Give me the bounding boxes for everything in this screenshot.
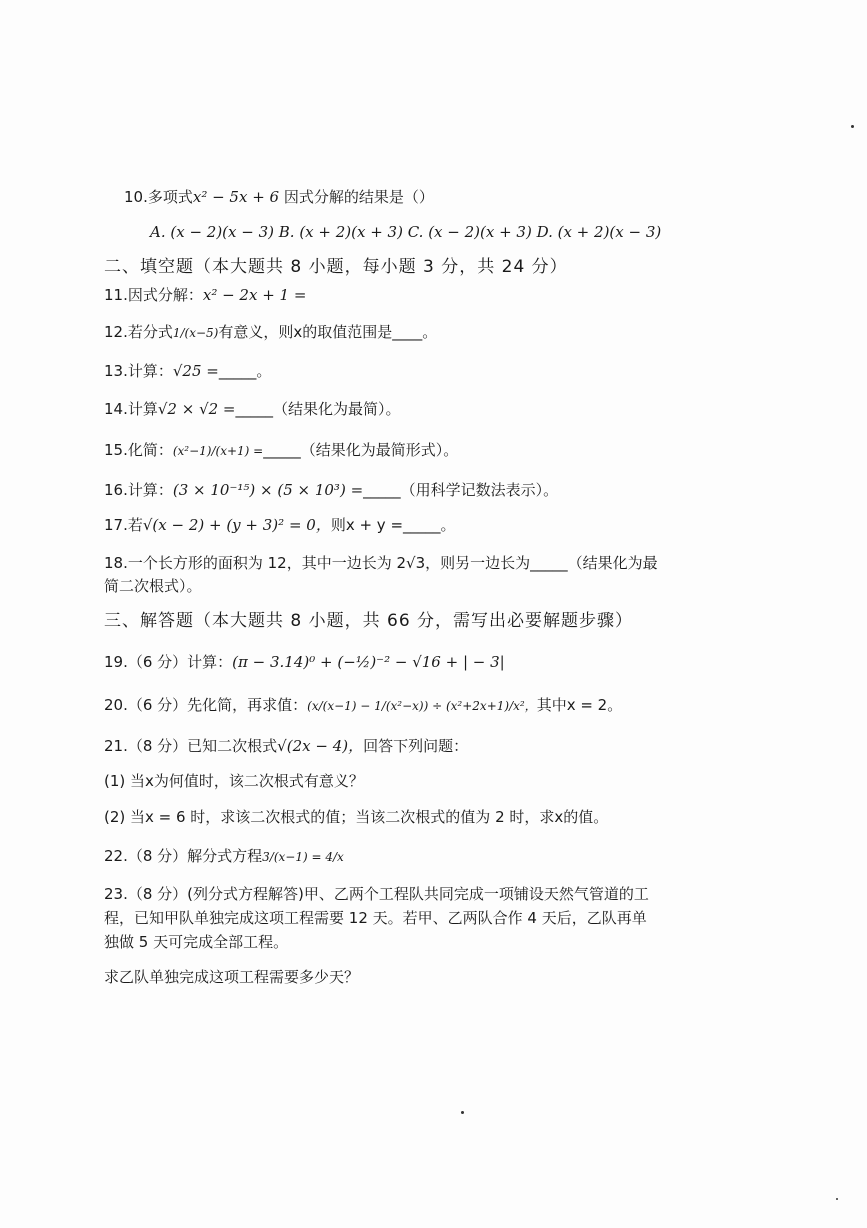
question-17-stem: 17.若 — [104, 516, 143, 534]
question-23-line-1: 23.（8 分）(列分式方程解答)甲、乙两个工程队共同完成一项铺设天然气管道的工 — [104, 885, 649, 903]
question-11-stem: 11.因式分解： — [104, 286, 203, 304]
question-23-line-3: 独做 5 天可完成全部工程。 — [104, 933, 289, 951]
question-22-stem: 22.（8 分）解分式方程 — [104, 847, 263, 865]
question-14 — [104, 398, 401, 420]
question-18-line-1: 18.一个长方形的面积为 12，其中一边长为 2√3，则另一边长为_____（结果化为最 — [104, 554, 658, 572]
question-20-stem: 20.（6 分）先化简，再求值： — [104, 696, 308, 714]
question-19 — [104, 651, 505, 673]
question-15-expression: (x²−1)/(x+1) = — [172, 444, 264, 458]
question-19-stem: 19.（6 分）计算： — [104, 653, 233, 671]
question-16-stem: 16.计算： — [104, 481, 173, 499]
question-10-tail: 因式分解的结果是（） — [283, 188, 434, 206]
question-13-tail: _____。 — [218, 362, 272, 380]
section-3-heading: 三、解答题（本大题共 8 小题，共 66 分，需写出必要解题步骤） — [104, 611, 634, 631]
question-10-stem: 10.多项式 — [124, 188, 193, 206]
question-15-tail: _____（结果化为最简形式）。 — [263, 441, 459, 459]
question-17-expression: √(x − 2) + (y + 3)² = 0， — [142, 516, 331, 534]
question-11-expression: x² − 2x + 1 = — [202, 286, 307, 304]
question-12 — [104, 321, 437, 344]
section-2-heading: 二、填空题（本大题共 8 小题，每小题 3 分，共 24 分） — [104, 257, 568, 277]
question-10-expression: x² − 5x + 6 — [192, 188, 280, 206]
question-14-stem: 14.计算 — [104, 400, 158, 418]
question-16-expression: (3 × 10⁻¹⁵) × (5 × 10³) = — [172, 481, 364, 499]
question-20 — [104, 694, 622, 717]
question-18-line-2: 简二次根式）。 — [104, 577, 202, 595]
question-21-expression: √(2x − 4)， — [277, 737, 364, 755]
question-15 — [104, 439, 458, 462]
question-21-part-2: (2) 当x = 6 时，求该二次根式的值；当该二次根式的值为 2 时，求x的值。 — [104, 808, 609, 826]
question-22-expression: 3/(x−1) = 4/x — [262, 850, 344, 864]
question-23-line-2: 程，已知甲队单独完成这项工程需要 12 天。若甲、乙两队合作 4 天后，乙队再单 — [104, 909, 647, 927]
question-17 — [104, 514, 456, 536]
question-17-tail: 则x + y =_____。 — [330, 516, 456, 534]
question-20-expression: (x/(x−1) − 1/(x²−x)) ÷ (x²+2x+1)/x²， — [307, 699, 537, 713]
question-14-tail: _____（结果化为最简）。 — [235, 400, 401, 418]
question-21 — [104, 735, 468, 757]
question-11 — [104, 284, 306, 306]
question-10-options: A. (x − 2)(x − 3) B. (x + 2)(x + 3) C. (x − 2)(x + 3) D. (x + 2)(x − 3) — [150, 223, 662, 241]
question-13-expression: √25 = — [172, 362, 219, 380]
question-19-expression: (π − 3.14)⁰ + (−½)⁻² − √16 + | − 3| — [232, 653, 505, 671]
question-15-stem: 15.化简： — [104, 441, 173, 459]
question-12-stem: 12.若分式 — [104, 323, 173, 341]
question-14-expression: √2 × √2 = — [157, 400, 236, 418]
question-21-tail: 回答下列问题： — [363, 737, 469, 755]
question-21-part-1: (1) 当x为何值时，该二次根式有意义？ — [104, 772, 364, 790]
question-12-expression: 1/(x−5) — [172, 326, 219, 340]
question-12-tail: 有意义，则x的取值范围是____。 — [218, 323, 438, 341]
question-13-stem: 13.计算： — [104, 362, 173, 380]
scan-speck — [461, 1111, 464, 1114]
question-23-line-4: 求乙队单独完成这项工程需要多少天？ — [104, 968, 360, 986]
question-16 — [104, 479, 558, 501]
question-13 — [104, 360, 271, 382]
question-20-tail: 其中x = 2。 — [536, 696, 623, 714]
question-10 — [124, 186, 434, 208]
scan-speck — [851, 125, 854, 128]
question-16-tail: _____（用科学记数法表示）。 — [363, 481, 559, 499]
question-22 — [104, 845, 344, 868]
question-21-stem: 21.（8 分）已知二次根式 — [104, 737, 278, 755]
scan-speck — [836, 1198, 838, 1200]
